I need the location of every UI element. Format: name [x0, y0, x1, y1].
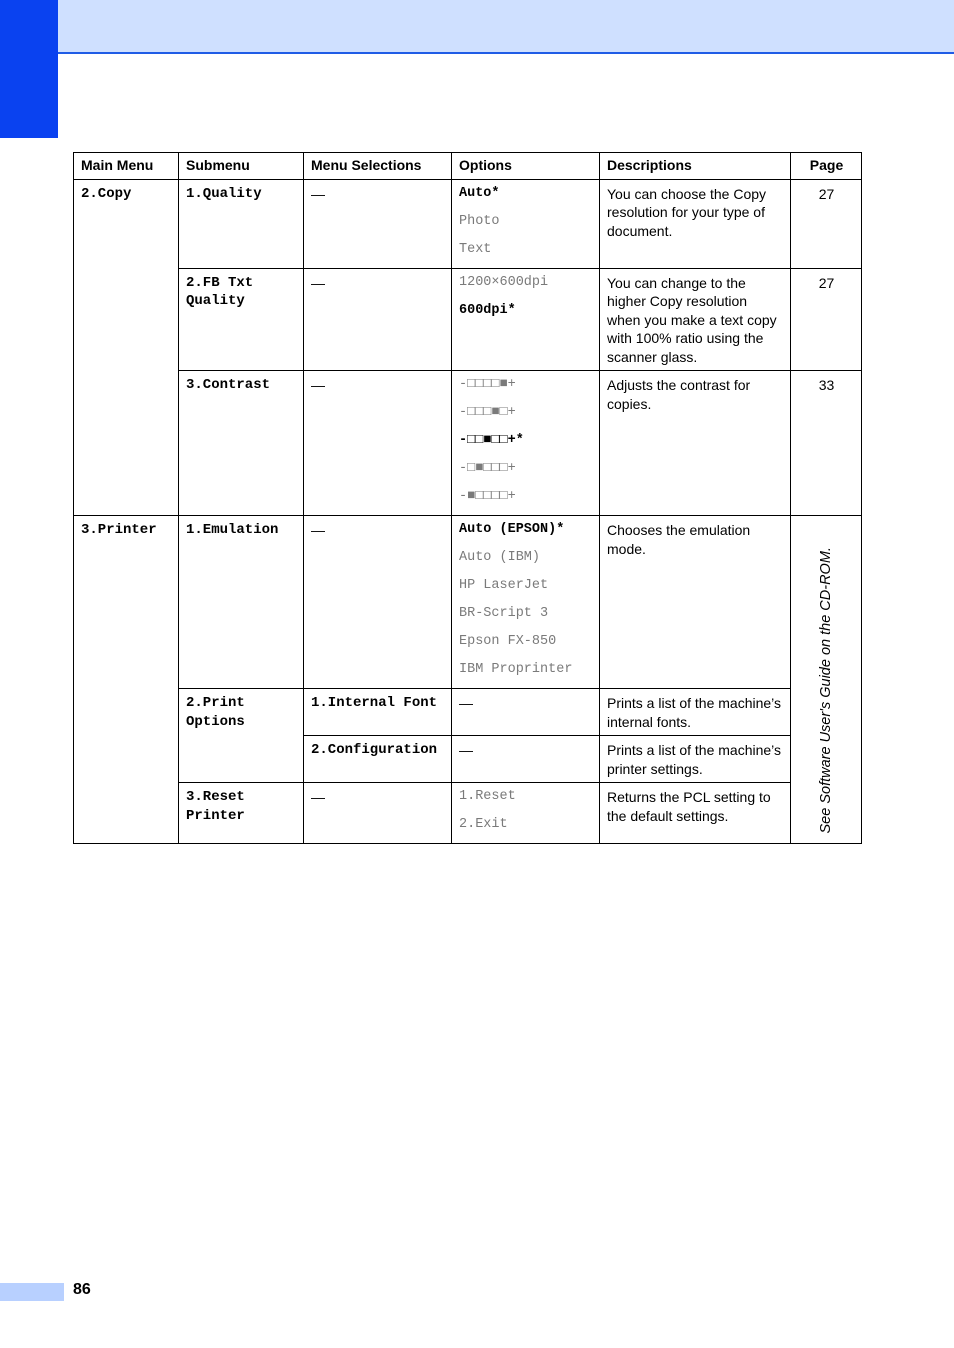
page-number-band — [0, 1283, 64, 1301]
table-row — [74, 689, 862, 736]
selection-reset-printer: — — [304, 783, 452, 844]
option-item: 1.Reset — [459, 789, 516, 804]
option-item: Auto (EPSON)* — [459, 522, 565, 537]
submenu-quality: 1.Quality — [179, 179, 304, 268]
submenu-fb-txt-quality: 2.FB Txt Quality — [179, 268, 304, 371]
table-row — [74, 179, 862, 268]
option-item: BR-Script 3 — [459, 606, 549, 621]
description-internal-font: Prints a list of the machine’s internal fonts. — [600, 689, 791, 736]
options-emulation — [452, 516, 600, 689]
option-item: Auto* — [459, 185, 500, 201]
description-reset-printer: Returns the PCL setting to the default settings. — [600, 783, 791, 844]
selection-quality: — — [304, 179, 452, 268]
selection-emulation: — — [304, 516, 452, 689]
table-row — [74, 516, 862, 689]
option-item: IBM Proprinter — [459, 662, 573, 677]
main-menu-copy: 2.Copy — [74, 179, 179, 516]
selection-contrast: — — [304, 371, 452, 516]
description-configuration: Prints a list of the machine’s printer settings. — [600, 736, 791, 783]
submenu-reset-printer: 3.Reset Printer — [179, 783, 304, 844]
page-fb-txt-quality: 27 — [791, 268, 862, 371]
header-band — [58, 0, 954, 54]
submenu-emulation: 1.Emulation — [179, 516, 304, 689]
option-item: -□■□□□+ — [459, 461, 516, 476]
table-row — [74, 268, 862, 371]
option-item: 600dpi* — [459, 302, 516, 318]
description-quality: You can choose the Copy resolution for your type of document. — [600, 179, 791, 268]
submenu-print-options: 2.Print Options — [179, 689, 304, 783]
option-item: -■□□□□+ — [459, 489, 516, 504]
header-submenu: Submenu — [179, 153, 304, 180]
option-item: Auto (IBM) — [459, 550, 541, 565]
page-number: 86 — [73, 1281, 91, 1298]
description-fb-txt-quality: You can change to the higher Copy resolution when you make a text copy with 100% ratio using the scanner glass. — [600, 268, 791, 371]
description-contrast: Adjusts the contrast for copies. — [600, 371, 791, 516]
chapter-tab — [0, 0, 58, 138]
page-note-cell — [791, 516, 862, 844]
option-item: -□□■□□+* — [459, 433, 524, 448]
option-configuration: — — [452, 736, 600, 783]
option-item: -□□□□■+ — [459, 377, 516, 392]
header-page: Page — [791, 153, 862, 180]
selection-configuration: 2.Configuration — [304, 736, 452, 783]
header-menu-selections: Menu Selections — [304, 153, 452, 180]
menu-table — [73, 152, 862, 844]
options-contrast — [452, 371, 600, 516]
page-note: See Software User's Guide on the CD-ROM. — [817, 546, 834, 833]
description-emulation: Chooses the emulation mode. — [600, 516, 791, 689]
option-item: HP LaserJet — [459, 578, 549, 593]
option-internal-font: — — [452, 689, 600, 736]
option-item: Epson FX-850 — [459, 634, 557, 649]
table-row — [74, 371, 862, 516]
main-menu-printer: 3.Printer — [74, 516, 179, 844]
option-item: 1200×600dpi — [459, 274, 549, 290]
option-item: Text — [459, 241, 492, 257]
selection-internal-font: 1.Internal Font — [304, 689, 452, 736]
options-quality — [452, 179, 600, 268]
table-header-row — [74, 153, 862, 180]
option-item: -□□□■□+ — [459, 405, 516, 420]
table-row — [74, 783, 862, 844]
header-main-menu: Main Menu — [74, 153, 179, 180]
options-reset-printer — [452, 783, 600, 844]
selection-fb-txt-quality: — — [304, 268, 452, 371]
option-item: 2.Exit — [459, 817, 508, 832]
page-quality: 27 — [791, 179, 862, 268]
header-options: Options — [452, 153, 600, 180]
option-item: Photo — [459, 213, 500, 229]
header-descriptions: Descriptions — [600, 153, 791, 180]
options-fb-txt-quality — [452, 268, 600, 371]
submenu-contrast: 3.Contrast — [179, 371, 304, 516]
page-contrast: 33 — [791, 371, 862, 516]
